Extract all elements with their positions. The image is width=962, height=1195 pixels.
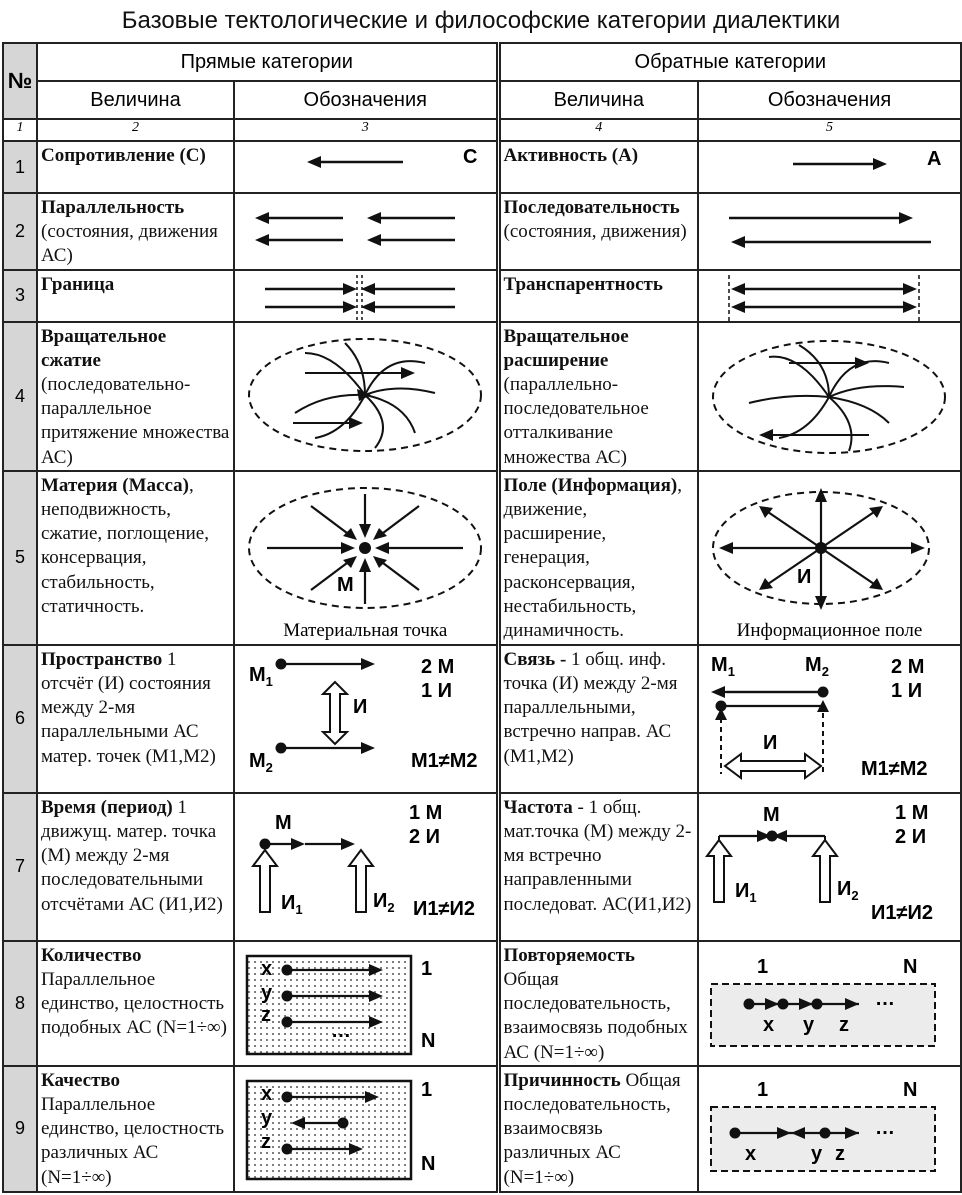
left-diagram	[234, 793, 498, 941]
left-value-cell	[37, 193, 234, 270]
right-diagram	[698, 270, 961, 322]
resistance-diagram	[235, 142, 498, 193]
count-i: 2 И	[895, 825, 927, 848]
i1-text: И	[735, 879, 750, 902]
m2-text: М	[249, 749, 266, 772]
term-desc: - 1 общ. мат.точка (М) между 2-мя встречно направленными последоват. АС(И1,И2)	[503, 796, 692, 915]
right-value-cell	[498, 941, 698, 1066]
term-desc: (параллельно-последовательное отталкивание множества АС)	[503, 374, 649, 468]
inequality-label: М1≠М2	[861, 757, 928, 780]
term-desc: 1 общ. инф. точка (И) между 2-мя параллельными, встречно направ. АС (М1,М2)	[503, 648, 678, 767]
term: Вращательное расширение	[503, 325, 629, 371]
right-diagram	[698, 141, 961, 193]
right-value-cell	[498, 270, 698, 322]
left-diagram	[234, 941, 498, 1066]
m-label: М	[275, 811, 292, 834]
term: Пространство	[41, 648, 163, 670]
header-inverse: Обратные категории	[498, 43, 961, 81]
term-desc: (состояния, движения АС)	[41, 221, 218, 267]
count-m: 2 М	[421, 655, 455, 678]
z-label: z	[839, 1013, 850, 1036]
row-number: 5	[3, 471, 37, 645]
term: Повторяемость	[503, 944, 635, 966]
sequence-diagram	[699, 194, 961, 266]
y-label: y	[811, 1142, 823, 1165]
right-value-cell	[498, 322, 698, 471]
colnum: 4	[498, 119, 698, 141]
m1-label: $М_1$	[249, 663, 273, 689]
information-field-caption: Информационное поле	[736, 619, 923, 641]
inequality-label: И1≠И2	[871, 901, 933, 924]
rotational-expansion-diagram	[699, 323, 961, 471]
m1-label: $М_1$	[711, 653, 735, 679]
categories-table	[2, 42, 962, 1193]
header-left-value: Величина	[37, 81, 234, 119]
m-label: М	[763, 803, 780, 826]
transparency-diagram	[699, 271, 961, 322]
parallel-diagram	[235, 194, 498, 266]
row-number: 1	[3, 141, 37, 193]
i1-label: $И_1$	[281, 891, 303, 917]
term: Качество	[41, 1069, 121, 1091]
header-left-notation: Обозначения	[234, 81, 498, 119]
i2-label: $И_2$	[373, 889, 395, 915]
activity-diagram	[699, 142, 961, 193]
term-desc: Параллельное единство, целостность различных АС (N=1÷∞)	[41, 1094, 225, 1188]
term-desc: 1 движущ. матер. точка (М) между 2-мя последовательными отсчётами АС (И1,И2)	[41, 796, 223, 915]
i1-label: $И_1$	[735, 879, 757, 905]
m2-text: М	[805, 653, 822, 676]
right-diagram	[698, 322, 961, 471]
ellipsis: …	[331, 1019, 351, 1042]
table-row	[3, 941, 961, 1066]
repeatability-diagram	[699, 942, 961, 1066]
i2-text: И	[837, 877, 852, 900]
n-label: N	[903, 955, 918, 978]
table-row	[3, 141, 961, 193]
page-title: Базовые тектологические и философские категории диалектики	[121, 7, 841, 34]
row-number: 4	[3, 322, 37, 471]
term: Вращательное сжатие	[41, 325, 167, 371]
left-value-cell	[37, 1066, 234, 1192]
colnum: 1	[3, 119, 37, 141]
right-value-cell	[498, 193, 698, 270]
right-diagram	[698, 941, 961, 1066]
right-value-cell	[498, 1066, 698, 1192]
term: Последовательность	[503, 197, 680, 218]
colnum: 2	[37, 119, 234, 141]
left-value-cell	[37, 645, 234, 793]
left-diagram	[234, 471, 498, 645]
left-diagram	[234, 141, 498, 193]
information-field-label: И	[797, 565, 812, 588]
m2-label: $М_2$	[805, 653, 829, 679]
left-diagram	[234, 193, 498, 270]
count-i: 1 И	[891, 679, 923, 702]
left-value-cell	[37, 941, 234, 1066]
colnum: 3	[234, 119, 498, 141]
quantity-diagram	[235, 942, 498, 1066]
x-label: x	[745, 1142, 757, 1165]
m1-text: М	[711, 653, 728, 676]
row-number: 9	[3, 1066, 37, 1192]
inequality-label: И1≠И2	[413, 897, 475, 920]
z-label: z	[261, 1130, 271, 1153]
count-m: 1 М	[409, 801, 443, 824]
connection-i-label: И	[763, 731, 778, 754]
row-number: 7	[3, 793, 37, 941]
left-value-cell	[37, 471, 234, 645]
row-number: 8	[3, 941, 37, 1066]
term-desc: , движение, расширение, генерация, расконсервация, нестабильность, динамичность.	[503, 474, 682, 642]
right-diagram	[698, 193, 961, 270]
row-number: 2	[3, 193, 37, 270]
material-point-caption: Материальная точка	[283, 619, 448, 641]
term: Параллельность	[41, 197, 185, 218]
term-desc: Общая последовательность, взаимосвязь подобных АС (N=1÷∞)	[503, 969, 688, 1063]
term: Транспарентность	[503, 273, 663, 295]
term: Частота	[503, 796, 573, 818]
one-label: 1	[757, 1078, 769, 1101]
right-diagram	[698, 471, 961, 645]
table-row	[3, 322, 961, 471]
m1-text: М	[249, 663, 266, 686]
left-diagram	[234, 645, 498, 793]
activity-letter: А	[927, 148, 942, 170]
right-diagram	[698, 793, 961, 941]
ellipsis: …	[875, 1116, 896, 1139]
right-value-cell	[498, 471, 698, 645]
left-value-cell	[37, 322, 234, 471]
material-point-label: М	[337, 573, 354, 596]
term-desc: (состояния, движения)	[503, 221, 687, 243]
right-value-cell	[498, 793, 698, 941]
rotational-compression-diagram	[235, 323, 498, 471]
n-label: N	[421, 1152, 436, 1175]
table-row	[3, 793, 961, 941]
row-number: 3	[3, 270, 37, 322]
border-diagram	[235, 271, 498, 322]
y-label: y	[261, 1106, 273, 1129]
count-m: 2 М	[891, 655, 925, 678]
table-row	[3, 193, 961, 270]
one-label: 1	[421, 957, 433, 980]
z-label: z	[261, 1003, 271, 1026]
colnum: 5	[698, 119, 961, 141]
term: Поле (Информация)	[503, 474, 678, 496]
left-value-cell	[37, 270, 234, 322]
right-value-cell	[498, 645, 698, 793]
n-label: N	[903, 1078, 918, 1101]
count-i: 2 И	[409, 825, 441, 848]
inequality-label: М1≠М2	[411, 749, 478, 772]
term: Количество	[41, 944, 142, 966]
right-diagram	[698, 1066, 961, 1192]
term: Материя (Масса)	[41, 474, 189, 496]
term: Граница	[41, 273, 115, 295]
count-i: 1 И	[421, 679, 453, 702]
ellipsis: …	[875, 987, 896, 1010]
header-no: №	[3, 43, 37, 119]
one-label: 1	[421, 1078, 433, 1101]
term-desc: Параллельное единство, целостность подобных АС (N=1÷∞)	[41, 969, 227, 1039]
row-number: 6	[3, 645, 37, 793]
term-desc: (последовательно-параллельное притяжение множества АС)	[41, 374, 230, 468]
z-label: z	[835, 1142, 846, 1165]
space-i-label: И	[353, 695, 368, 718]
causality-diagram	[699, 1067, 961, 1192]
term-desc: 1 отсчёт (И) состояния между 2-мя параллельными АС матер. точек (М1,М2)	[41, 648, 216, 767]
left-diagram	[234, 1066, 498, 1192]
y-label: y	[261, 981, 273, 1004]
table-row	[3, 645, 961, 793]
i1-text: И	[281, 891, 296, 914]
one-label: 1	[757, 955, 769, 978]
term: Причинность	[503, 1069, 621, 1091]
term-desc: Общая последовательность, взаимосвязь различных АС (N=1÷∞)	[503, 1069, 681, 1188]
term-desc: , неподвижность, сжатие, поглощение, консервация, стабильность, статичность.	[41, 474, 209, 617]
term: Связь -	[503, 648, 567, 670]
table-row	[3, 270, 961, 322]
header-direct: Прямые категории	[37, 43, 498, 81]
n-label: N	[421, 1029, 436, 1052]
table-row	[3, 1066, 961, 1192]
quality-diagram	[235, 1067, 498, 1192]
right-diagram	[698, 645, 961, 793]
i2-label: $И_2$	[837, 877, 859, 903]
term: Сопротивление (С)	[41, 145, 206, 166]
x-label: x	[261, 957, 273, 980]
term: Активность (А)	[503, 145, 639, 166]
x-label: x	[261, 1082, 273, 1105]
left-diagram	[234, 270, 498, 322]
header-right-value: Величина	[498, 81, 698, 119]
left-diagram	[234, 322, 498, 471]
right-value-cell	[498, 141, 698, 193]
i2-text: И	[373, 889, 388, 912]
resistance-letter: С	[463, 146, 478, 168]
count-m: 1 М	[895, 801, 929, 824]
y-label: y	[803, 1013, 815, 1036]
left-value-cell	[37, 793, 234, 941]
x-label: x	[763, 1013, 775, 1036]
left-value-cell	[37, 141, 234, 193]
term: Время (период)	[41, 796, 173, 818]
m2-label: $М_2$	[249, 749, 273, 775]
table-row	[3, 471, 961, 645]
header-right-notation: Обозначения	[698, 81, 961, 119]
